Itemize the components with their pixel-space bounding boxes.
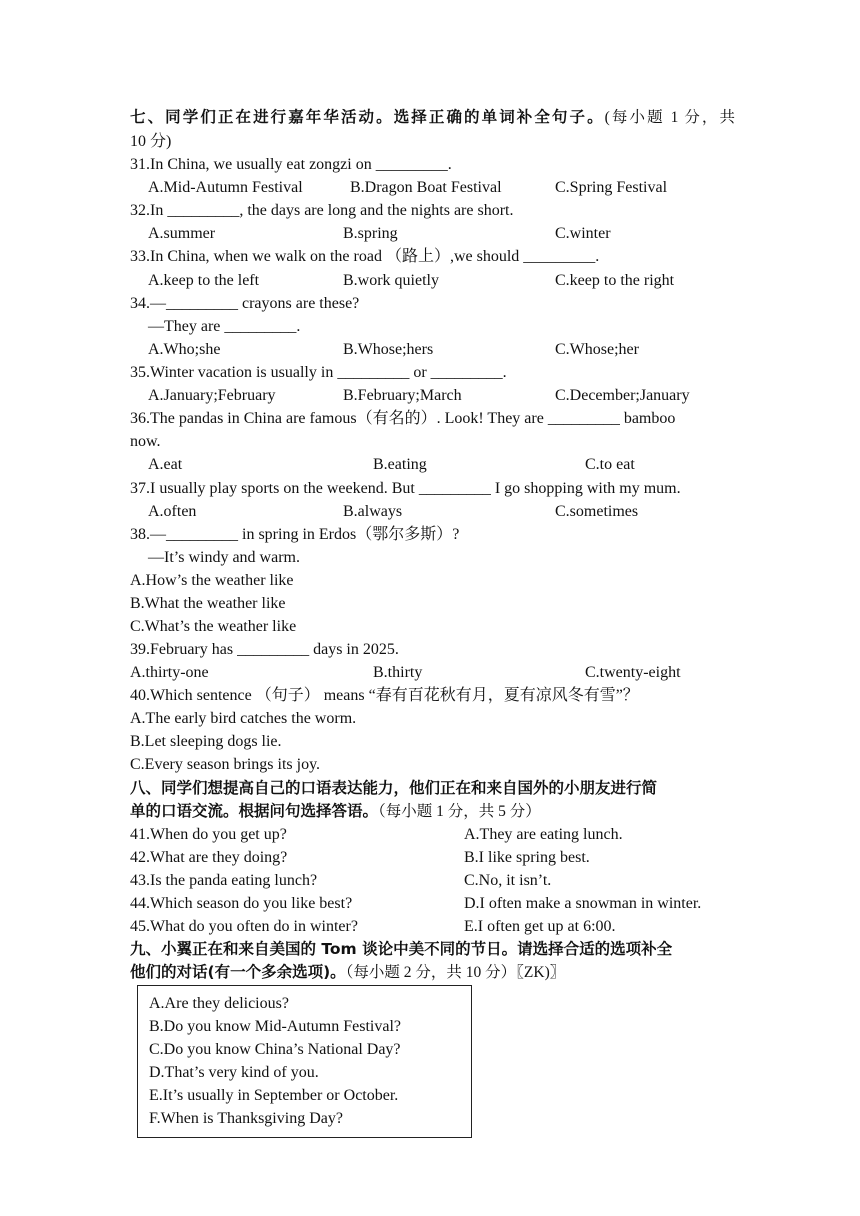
section7-note: (每小题 1 分，共 <box>604 109 735 126</box>
option-b: B.work quietly <box>343 272 439 289</box>
option-a: A.Mid-Autumn Festival <box>148 179 303 196</box>
matching-question: 45.What do you often do in winter? <box>130 918 358 935</box>
matching-answer: C.No, it isn’t. <box>464 872 552 889</box>
section9-heading-line2 <box>130 961 735 984</box>
section8-heading-line1: 八、同学们想提高自己的口语表达能力，他们正在和来自国外的小朋友进行简 <box>130 779 658 797</box>
question-stem-line2: —It’s windy and warm. <box>148 549 300 566</box>
option-c: C.Spring Festival <box>555 179 668 196</box>
section7-note-cont: 10 分) <box>130 133 172 150</box>
section9-note: （每小题 2 分，共 10 分）〖ZK)〗 <box>345 964 566 981</box>
question-stem: 35.Winter vacation is usually in _________ or _________. <box>130 364 507 381</box>
option-a: A.How’s the weather like <box>130 572 294 589</box>
section9-heading-line1: 九、小翼正在和来自美国的 Tom 谈论中美不同的节日。请选择合适的选项补全 <box>130 940 673 958</box>
option-b: B.always <box>343 503 403 520</box>
box-option: A.Are they delicious? <box>149 995 289 1012</box>
option-b: B.eating <box>373 456 427 473</box>
matching-question: 43.Is the panda eating lunch? <box>130 872 318 889</box>
option-b: B.Dragon Boat Festival <box>350 179 502 196</box>
question-stem: 37.I usually play sports on the weekend. But _________ I go shopping with my mum. <box>130 480 681 497</box>
question-stem-line2: —They are _________. <box>148 318 301 335</box>
option-c: C.What’s the weather like <box>130 618 297 635</box>
option-a: A.Who;she <box>148 341 221 358</box>
question-stem: 33.In China, when we walk on the road （路上）,we should _________. <box>130 248 600 265</box>
question-stem: 32.In _________, the days are long and the nights are short. <box>130 202 514 219</box>
matching-answer: B.I like spring best. <box>464 849 590 866</box>
options-box <box>137 985 472 1138</box>
option-a: A.often <box>148 503 197 520</box>
matching-answer: E.I often get up at 6:00. <box>464 918 616 935</box>
box-option: B.Do you know Mid-Autumn Festival? <box>149 1018 401 1035</box>
option-b: B.Let sleeping dogs lie. <box>130 733 282 750</box>
matching-question: 42.What are they doing? <box>130 849 288 866</box>
section8-note: （每小题 1 分，共 5 分） <box>378 803 541 820</box>
option-b: B.thirty <box>373 664 423 681</box>
option-b: B.What the weather like <box>130 595 286 612</box>
question-stem: 31.In China, we usually eat zongzi on _________. <box>130 156 452 173</box>
option-c: C.December;January <box>555 387 690 404</box>
option-c: C.twenty-eight <box>585 664 681 681</box>
option-a: A.keep to the left <box>148 272 260 289</box>
option-b: B.February;March <box>343 387 462 404</box>
matching-answer: D.I often make a snowman in winter. <box>464 895 702 912</box>
option-c: C.Whose;her <box>555 341 639 358</box>
question-stem: 36.The pandas in China are famous（有名的）. Look! They are _________ bamboo <box>130 410 676 427</box>
box-option: F.When is Thanksgiving Day? <box>149 1110 343 1127</box>
question-stem-line2: now. <box>130 433 161 450</box>
question-stem: 40.Which sentence （句子） means “春有百花秋有月，夏有凉风冬有雪”？ <box>130 687 639 704</box>
section8-title: 单的口语交流。根据问句选择答语。 <box>130 802 379 820</box>
question-stem: 39.February has _________ days in 2025. <box>130 641 399 658</box>
option-a: A.eat <box>148 456 183 473</box>
matching-question: 44.Which season do you like best? <box>130 895 353 912</box>
option-c: C.winter <box>555 225 611 242</box>
section7-heading <box>130 106 735 129</box>
box-option: C.Do you know China’s National Day? <box>149 1041 401 1058</box>
section9-title: 他们的对话(有一个多余选项)。 <box>130 963 346 981</box>
option-b: B.Whose;hers <box>343 341 434 358</box>
option-c: C.Every season brings its joy. <box>130 756 321 773</box>
option-a: A.summer <box>148 225 216 242</box>
option-b: B.spring <box>343 225 398 242</box>
section7-title: 七、同学们正在进行嘉年华活动。选择正确的单词补全句子。 <box>130 108 605 126</box>
option-a: A.The early bird catches the worm. <box>130 710 357 727</box>
option-c: C.sometimes <box>555 503 639 520</box>
question-stem: 34.—_________ crayons are these? <box>130 295 360 312</box>
matching-question: 41.When do you get up? <box>130 826 287 843</box>
question-stem: 38.—_________ in spring in Erdos（鄂尔多斯）? <box>130 526 460 543</box>
section8-heading-line2 <box>130 800 735 823</box>
option-a: A.thirty-one <box>130 664 209 681</box>
option-c: C.keep to the right <box>555 272 675 289</box>
option-a: A.January;February <box>148 387 276 404</box>
option-c: C.to eat <box>585 456 635 473</box>
box-option: E.It’s usually in September or October. <box>149 1087 399 1104</box>
matching-answer: A.They are eating lunch. <box>464 826 623 843</box>
box-option: D.That’s very kind of you. <box>149 1064 319 1081</box>
